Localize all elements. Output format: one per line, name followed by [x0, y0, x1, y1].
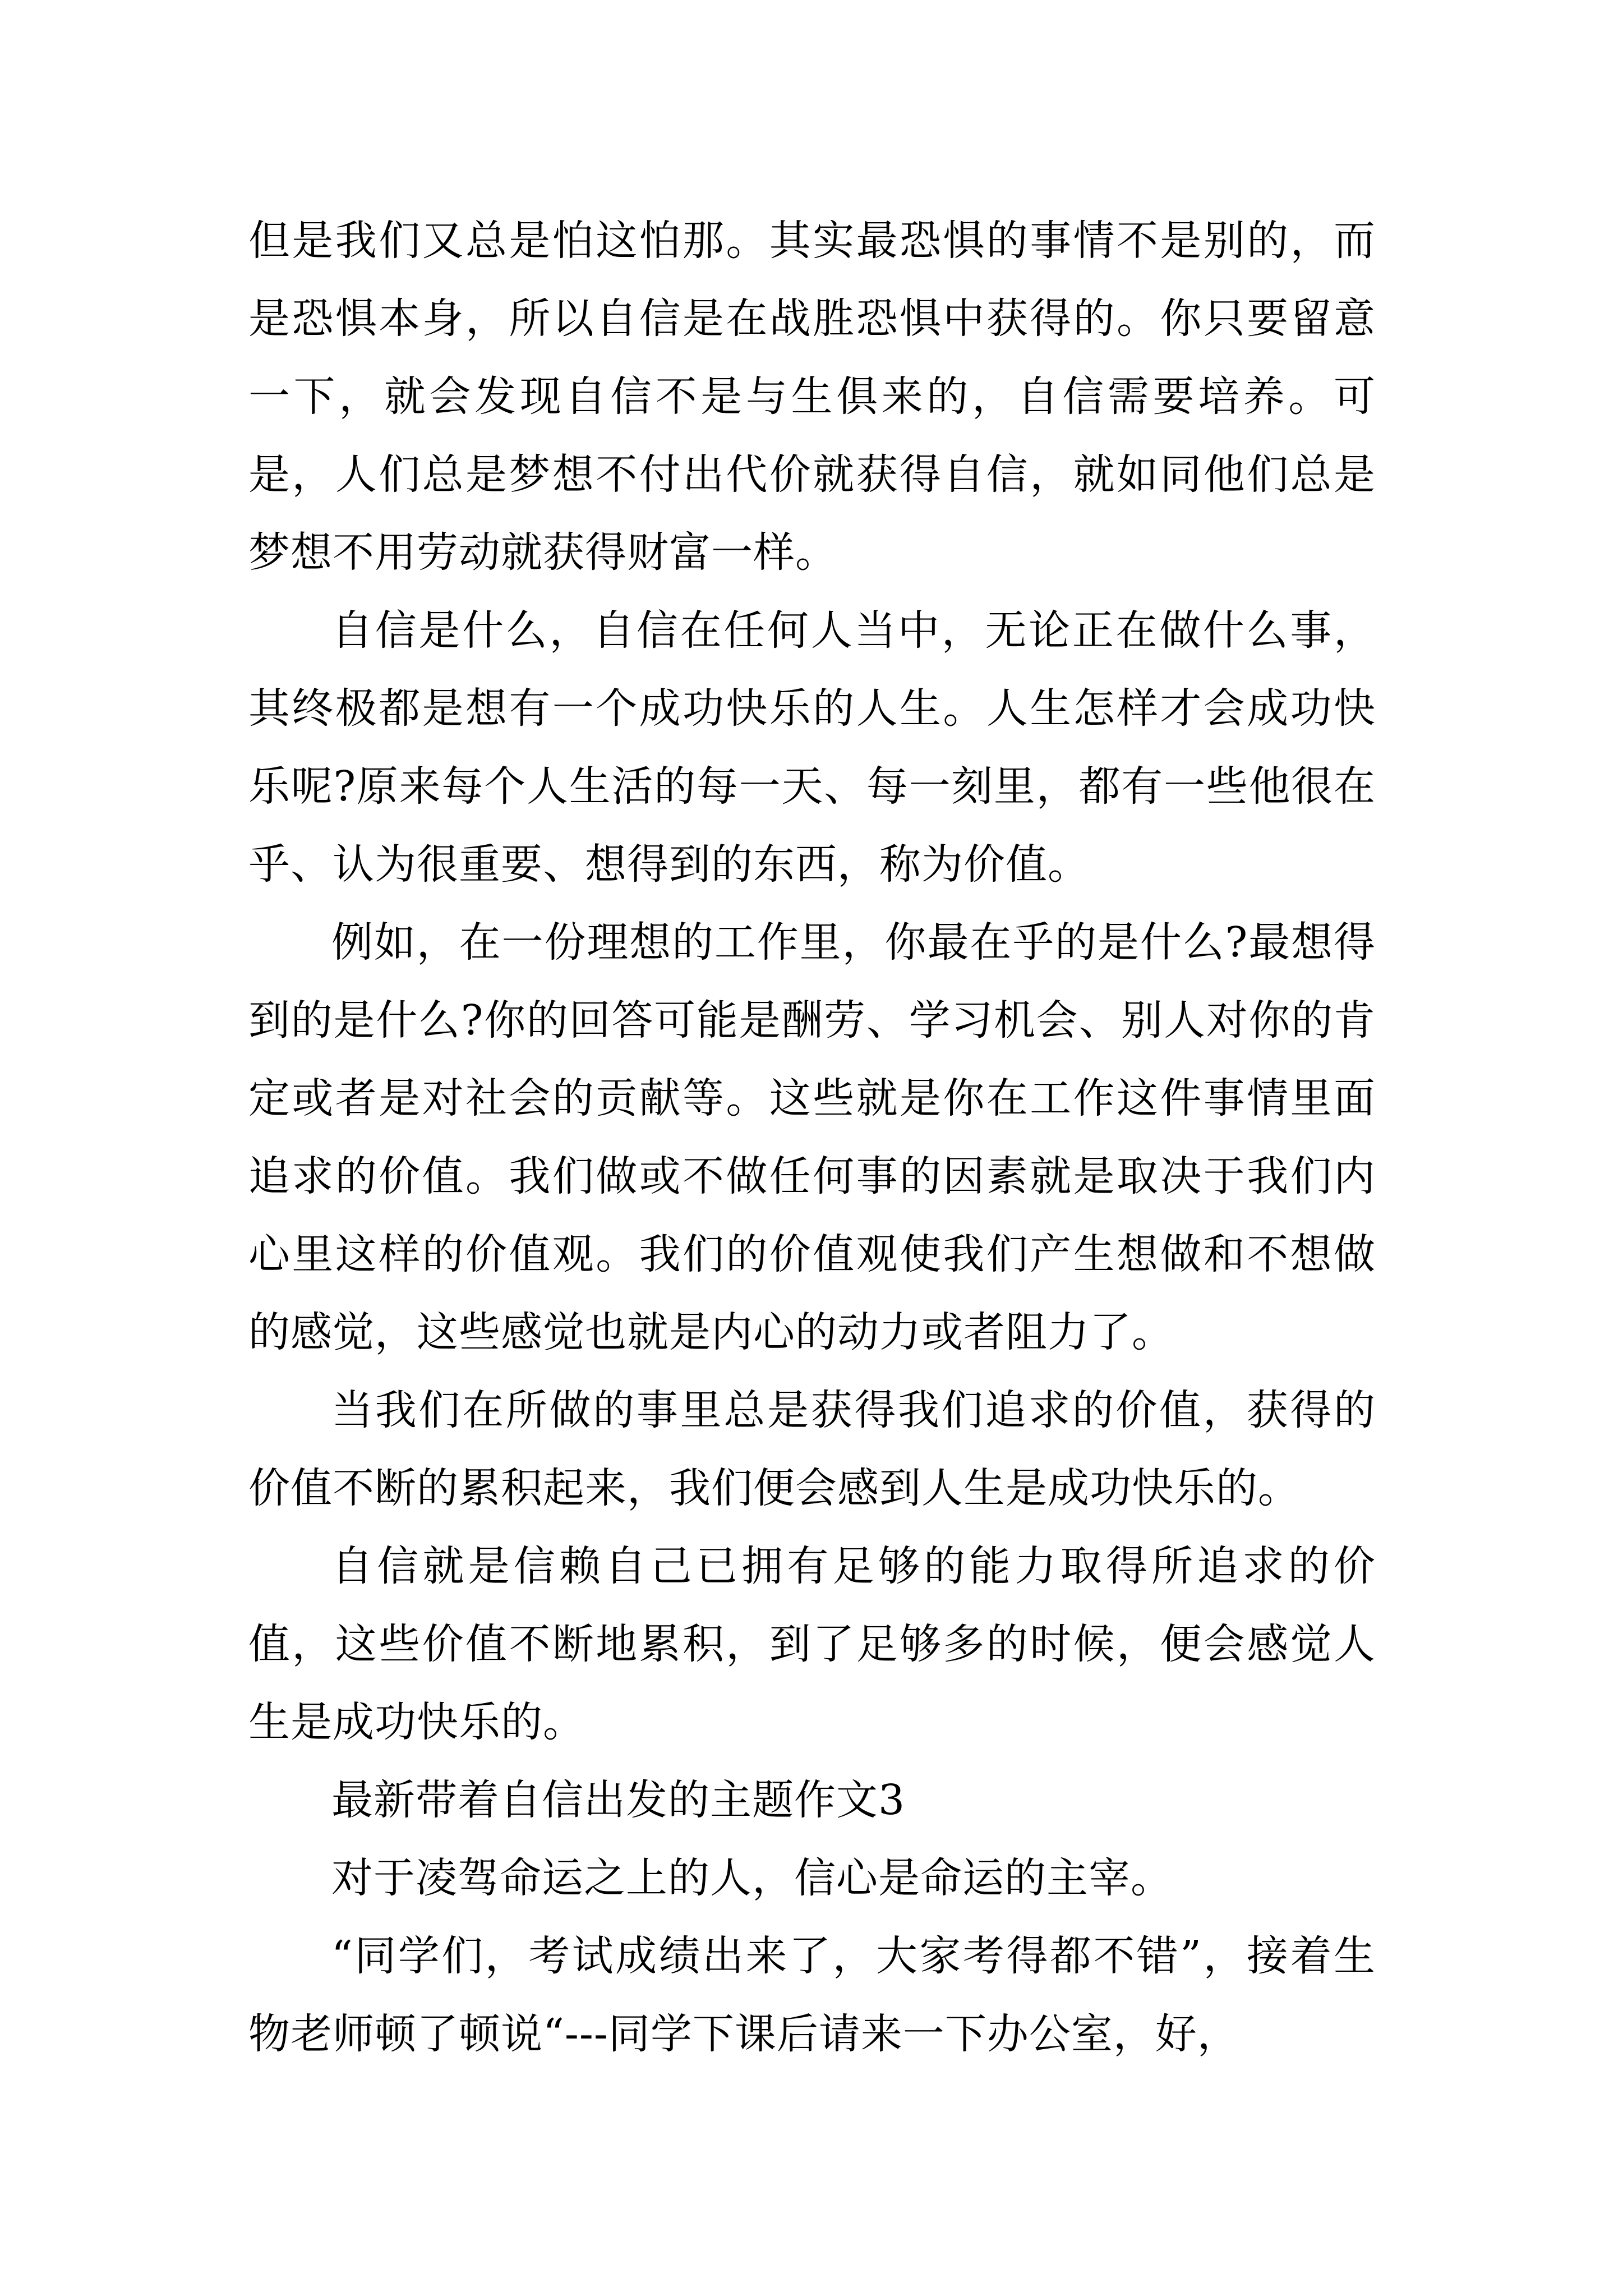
- paragraph-6: 对于凌驾命运之上的人，信心是命运的主宰。: [331, 1854, 1173, 1902]
- paragraph-3: 例如，在一份理想的工作里，你最在乎的是什么?最想得到的是什么?你的回答可能是酬劳、学习机会、别人对你的肯定或者是对社会的贡献等。这些就是你在工作这件事情里面追求的价值。我们做或不做任何事的因素就是取决于我们内心里这样的价值观。我们的价值观使我们产生想做和不想做的感觉，这些感觉也就是内心的动力或者阻力了。: [248, 918, 1376, 1356]
- paragraph-4: 当我们在所做的事里总是获得我们追求的价值，获得的价值不断的累积起来，我们便会感到人生是成功快乐的。: [248, 1386, 1376, 1512]
- paragraph-1: 但是我们又总是怕这怕那。其实最恐惧的事情不是别的，而是恐惧本身，所以自信是在战胜恐惧中获得的。你只要留意一下，就会发现自信不是与生俱来的，自信需要培养。可是，人们总是梦想不付出代价就获得自信，就如同他们总是梦想不用劳动就获得财富一样。: [248, 217, 1376, 577]
- section-heading: 最新带着自信出发的主题作文3: [331, 1776, 906, 1824]
- paragraph-7: “同学们，考试成绩出来了，大家考得都不错”，接着生物老师顿了顿说“---同学下课后请来一下办公室，好，: [248, 1932, 1376, 2058]
- document-body: [248, 202, 1376, 2073]
- paragraph-2: 自信是什么，自信在任何人当中，无论正在做什么事，其终极都是想有一个成功快乐的人生。人生怎样才会成功快乐呢?原来每个人生活的每一天、每一刻里，都有一些他很在乎、认为很重要、想得到的东西，称为价值。: [248, 606, 1376, 889]
- paragraph-5: 自信就是信赖自己已拥有足够的能力取得所追求的价值，这些价值不断地累积，到了足够多的时候，便会感觉人生是成功快乐的。: [248, 1542, 1376, 1746]
